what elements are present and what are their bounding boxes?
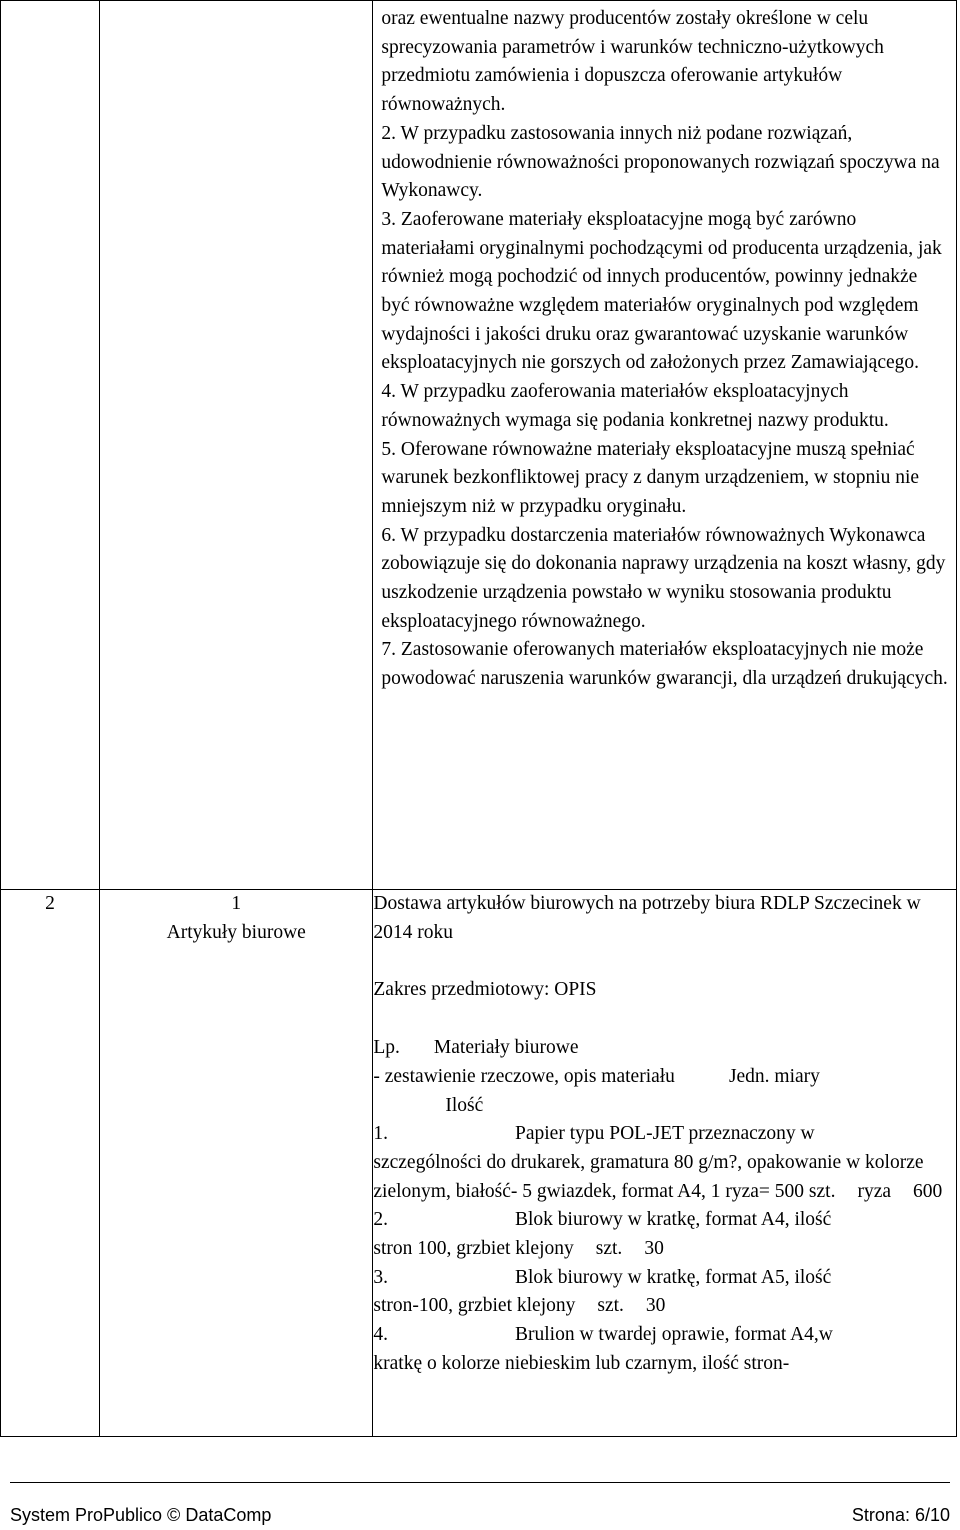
item-unit: ryza [857,1180,892,1202]
scope-line: Zakres przedmiotowy: OPIS [373,979,597,1001]
paragraph: oraz ewentualne nazwy producentów zostały określone w celu sprecyzowania parametrów i warunków techniczno-użytkowych przedmiotu zamówienia i dopuszcza oferowanie artykułów równoważnych. [381,8,884,116]
footer-system-name: System ProPublico © DataComp [10,1505,272,1525]
list-item: 4. Brulion w twardej oprawie, format A4,w kratkę o kolorze niebieskim lub czarnym, ilość stron- [373,1324,833,1374]
paragraph: 4. W przypadku zaoferowania materiałów eksploatacyjnych równoważnych wymaga się podania konkretnej nazwy produktu. [381,381,889,431]
paragraph: 6. W przypadku dostarczenia materiałów równoważnych Wykonawca zobowiązuje się do dokonania naprawy urządzenia na koszt własny, gdy uszkodzenie urządzenia powstało w wyniku stosowania produktu eksploatacyjnego równoważnego. [381,524,946,632]
order-title: Dostawa artykułów biurowych na potrzeby biura RDLP Szczecinek w 2014 roku [373,893,921,943]
header-materials: Materiały biurowe [433,1037,579,1059]
item-qty: 600 [913,1180,943,1202]
list-header [373,1034,956,1063]
header-unit: Jedn. miary [728,1065,820,1087]
footer-page-number: Strona: 6/10 [851,1505,950,1525]
item-lp: 4. [373,1324,388,1346]
order-description-cell [373,890,957,1437]
item-qty: 30 [645,1295,666,1317]
empty-category-cell [100,1,373,890]
paragraph: 2. W przypadku zastosowania innych niż podane rozwiązań, udowodnienie równoważności proponowanych rozwiązań spoczywa na Wykonawcy. [381,122,940,202]
item-lp: 2. [373,1209,388,1231]
row-number: 2 [1,890,100,1437]
category-number: 1 [231,893,242,914]
list-header-line2: - zestawienie rzeczowe, opis materiału Jedn. miary [373,1065,820,1087]
header-lp: Lp. [373,1037,400,1059]
table-row [1,1,957,890]
list-item: 2. Blok biurowy w kratkę, format A4, ilość stron 100, grzbiet klejony szt. 30 [373,1209,832,1260]
item-qty: 30 [644,1238,664,1260]
list-item: 1. Papier typu POL-JET przeznaczony w szczególności do drukarek, gramatura 80 g/m?, opakowanie w kolorze zielonym, białość- 5 gwiazdek, format A4, 1 ryza= 500 szt. ryza 600 [373,1123,943,1202]
item-lp: 1. [373,1123,388,1145]
header-qty: Ilość [445,1094,484,1116]
footer-divider [10,1482,950,1483]
list-item: 3. Blok biurowy w kratkę, format A5, ilość stron-100, grzbiet klejony szt. 30 [373,1266,832,1317]
item-unit: szt. [595,1238,623,1260]
paragraph: 7. Zastosowanie oferowanych materiałów eksploatacyjnych nie może powodować naruszenia warunków gwarancji, dla urządzeń drukujących. [381,639,948,690]
table-row [1,890,957,1437]
description-cell [373,1,957,890]
item-unit: szt. [597,1295,624,1317]
category-cell [100,890,373,1437]
empty-number-cell [1,1,100,890]
category-name: Artykuły biurowe [166,921,306,943]
item-lp: 3. [373,1266,388,1288]
paragraph: 3. Zaoferowane materiały eksploatacyjne mogą być zarówno materiałami oryginalnymi pochodzącymi od producenta urządzenia, jak również mogą pochodzić od innych producentów, powinny jednakże być równoważne względem materiałów oryginalnych pod względem wydajności i jakości druku oraz gwarantować uzyskanie warunków eksploatacyjnych nie gorszych od założonych przez Zamawiającego. [381,208,942,374]
page-footer [10,1505,950,1526]
paragraph: 5. Oferowane równoważne materiały eksploatacyjne muszą spełniać warunek bezkonfliktowej pracy z danym urządzeniem, w stopniu nie mniejszym niż w przypadku oryginału. [381,438,920,517]
